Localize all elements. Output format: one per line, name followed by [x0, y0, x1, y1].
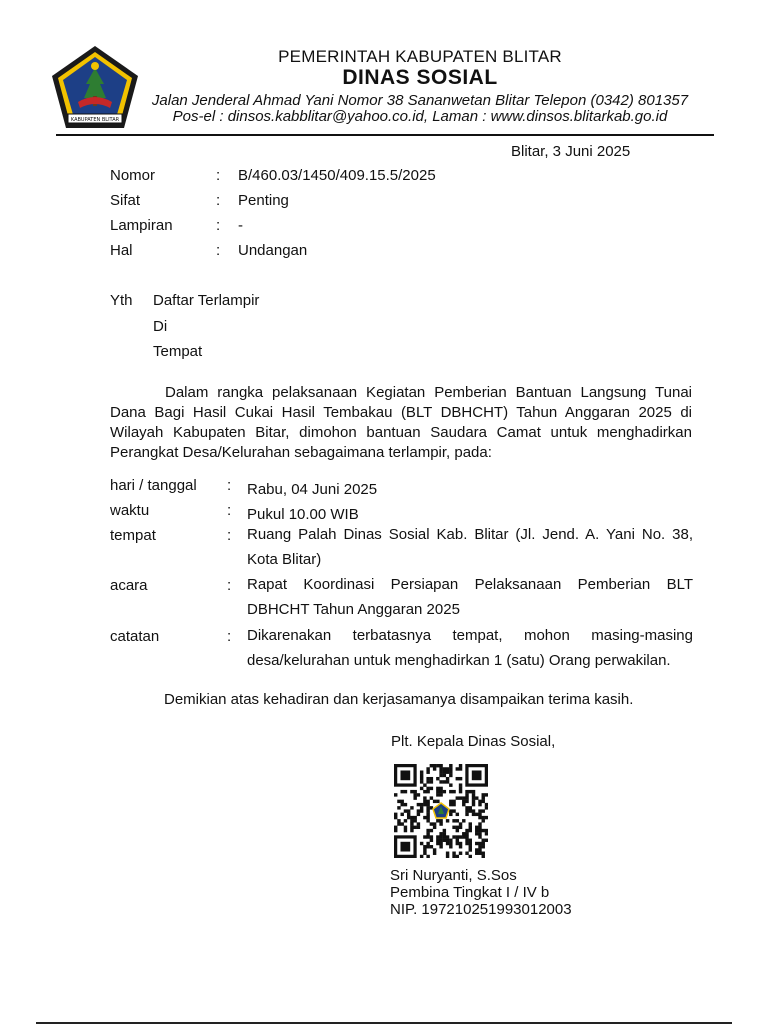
event-label-agenda: acara	[110, 577, 148, 594]
meta-colon: :	[216, 192, 221, 209]
signatory-nip: NIP. 197210251993012003	[390, 901, 572, 918]
government-name: PEMERINTAH KABUPATEN BLITAR	[278, 47, 562, 66]
event-value-agenda: Rapat Koordinasi Persiapan Pelaksanaan Pemberian BLT DBHCHT Tahun Anggaran 2025	[247, 576, 693, 618]
event-colon: :	[227, 577, 232, 594]
meta-label-nomor: Nomor	[110, 167, 156, 184]
department-name: DINAS SOSIAL	[342, 66, 498, 89]
meta-label-hal: Hal	[110, 242, 133, 259]
event-label-note: catatan	[110, 628, 160, 645]
meta-label-sifat: Sifat	[110, 192, 141, 209]
signatory-name: Sri Nuryanti, S.Sos	[390, 867, 517, 884]
meta-value-nomor: B/460.03/1450/409.15.5/2025	[238, 167, 436, 184]
meta-colon: :	[216, 167, 221, 184]
letterhead-divider	[56, 134, 714, 136]
letter-date: Blitar, 3 Juni 2025	[511, 143, 631, 160]
signatory-title: Plt. Kepala Dinas Sosial,	[391, 733, 556, 750]
event-colon: :	[227, 502, 232, 519]
closing-sentence: Demikian atas kehadiran dan kerjasamanya disampaikan terima kasih.	[164, 691, 634, 708]
meta-value-sifat: Penting	[238, 192, 289, 209]
qr-code-icon	[394, 764, 488, 858]
meta-value-lampiran: -	[238, 217, 243, 234]
office-contact: Pos-el : dinsos.kabblitar@yahoo.co.id, Laman : www.dinsos.blitarkab.go.id	[172, 108, 668, 125]
event-value-note: Dikarenakan terbatasnya tempat, mohon masing-masing desa/kelurahan untuk menghadirkan 1 (satu) Orang perwakilan.	[247, 627, 693, 669]
event-colon: :	[227, 527, 232, 544]
signatory-rank: Pembina Tingkat I / IV b	[390, 884, 550, 901]
addressee-line: Di	[153, 318, 168, 335]
addressee-line: Daftar Terlampir	[153, 292, 260, 309]
event-colon: :	[227, 477, 232, 494]
event-value-time: Pukul 10.00 WIB	[247, 506, 359, 523]
event-value-place: Ruang Palah Dinas Sosial Kab. Blitar (Jl. Jend. A. Yani No. 38, Kota Blitar)	[247, 526, 693, 568]
meta-colon: :	[216, 242, 221, 259]
regency-logo	[50, 44, 140, 130]
logo-banner-text: KABUPATEN BLITAR	[70, 117, 120, 123]
office-address: Jalan Jenderal Ahmad Yani Nomor 38 Sananwetan Blitar Telepon (0342) 801357	[151, 92, 689, 109]
body-paragraph: Dalam rangka pelaksanaan Kegiatan Pemberian Bantuan Langsung Tunai Dana Bagi Hasil Cukai Hasil Tembakau (BLT DBHCHT) Tahun Anggaran 2025 di Wilayah Kabupaten Bitar, dimohon bantuan Saudara Camat untuk menghadirkan Perangkat Desa/Kelurahan sebagaimana terlampir, pada:	[110, 384, 692, 461]
event-label-date: hari / tanggal	[110, 477, 197, 494]
meta-value-hal: Undangan	[238, 242, 308, 259]
event-colon: :	[227, 628, 232, 645]
addressee-prefix: Yth	[110, 292, 133, 309]
addressee-line: Tempat	[153, 343, 203, 360]
meta-colon: :	[216, 217, 221, 234]
event-value-date: Rabu, 04 Juni 2025	[247, 481, 378, 498]
event-label-time: waktu	[110, 502, 150, 519]
event-label-place: tempat	[110, 527, 156, 544]
meta-label-lampiran: Lampiran	[110, 217, 173, 234]
